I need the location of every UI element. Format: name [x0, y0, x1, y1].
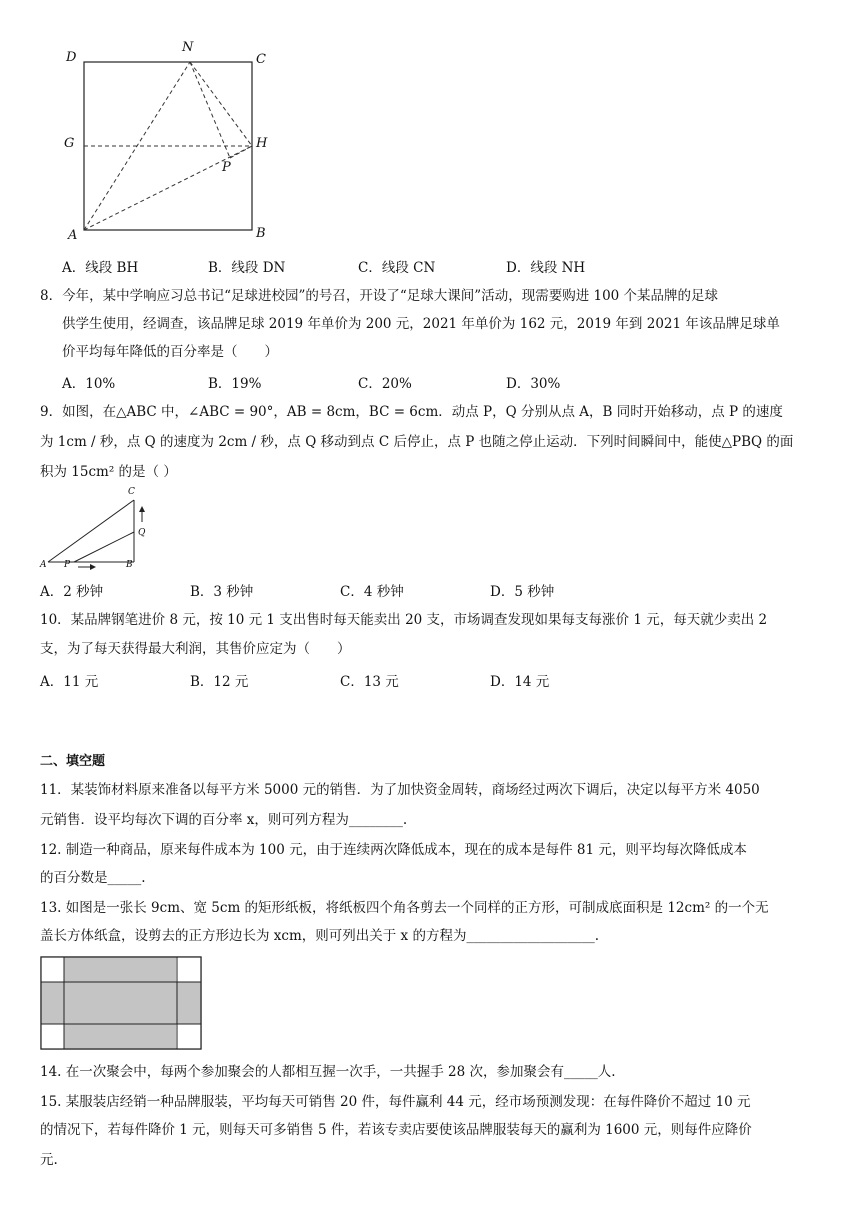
label-P: P	[222, 160, 231, 175]
q7-option-b[interactable]: B．线段 DN	[208, 260, 286, 276]
q9-option-c[interactable]: C．4 秒钟	[340, 584, 404, 600]
q7-option-c[interactable]: C．线段 CN	[358, 260, 436, 276]
label-C: C	[256, 52, 266, 67]
q14-line: 14. 在一次聚会中，每两个参加聚会的人都相互握一次手，一共握手 28 次，参加聚会有_____人.	[40, 1064, 616, 1080]
q15-line-2: 的情况下，若每件降价 1 元，则每天可多销售 5 件，若该专卖店要使该品牌服装每天的赢利为 1600 元，则每件应降价	[40, 1122, 752, 1138]
q7-option-a[interactable]: A．线段 BH	[62, 260, 139, 276]
q11-line-1: 11．某装饰材料原来准备以每平方米 5000 元的销售．为了加快资金周转，商场经过两次下调后，决定以每平方米 4050	[40, 782, 760, 798]
label-N: N	[182, 40, 194, 55]
q10-line-2: 支，为了每天获得最大利润，其售价应定为（ ）	[40, 641, 351, 657]
q8-option-d[interactable]: D．30%	[506, 376, 561, 392]
q8-line-3: 价平均每年降低的百分率是（ ）	[62, 344, 278, 360]
label-G: G	[64, 136, 75, 151]
q15-line-3: 元.	[40, 1152, 58, 1168]
tri-label-C: C	[128, 487, 135, 497]
label-A: A	[68, 228, 78, 243]
label-B: B	[256, 226, 266, 241]
tri-label-P: P	[64, 560, 71, 570]
q9-line-1: 9．如图，在△ABC 中，∠ABC = 90°，AB = 8cm，BC = 6cm．动点 P，Q 分别从点 A，B 同时开始移动，点 P 的速度	[40, 404, 783, 420]
q8-option-c[interactable]: C．20%	[358, 376, 412, 392]
q10-line-1: 10．某品牌钢笔进价 8 元，按 10 元 1 支出售时每天能卖出 20 支，市场调查发现如果每支每涨价 1 元，每天就少卖出 2	[40, 612, 768, 628]
tri-label-A: A	[40, 560, 47, 570]
tri-label-Q: Q	[138, 528, 146, 538]
q10-option-b[interactable]: B．12 元	[190, 674, 249, 690]
square-figure	[60, 40, 280, 250]
label-H: H	[256, 136, 268, 151]
q10-option-c[interactable]: C．13 元	[340, 674, 399, 690]
q12-line-2: 的百分数是_____.	[40, 870, 146, 886]
q10-option-d[interactable]: D．14 元	[490, 674, 550, 690]
q9-option-d[interactable]: D．5 秒钟	[490, 584, 555, 600]
q9-option-a[interactable]: A．2 秒钟	[40, 584, 104, 600]
tri-label-B: B	[126, 560, 133, 570]
q9-option-b[interactable]: B．3 秒钟	[190, 584, 254, 600]
q13-line-2: 盖长方体纸盒，设剪去的正方形边长为 xcm，则可列出关于 x 的方程为___________________.	[40, 928, 600, 944]
q9-line-3: 积为 15cm² 的是（ ）	[40, 464, 177, 480]
cardboard-figure	[40, 956, 204, 1052]
q8-line-1: 8．今年，某中学响应习总书记“足球进校园”的号召，开设了“足球大课间”活动，现需要购进 100 个某品牌的足球	[40, 288, 719, 304]
label-D: D	[66, 50, 77, 65]
q15-line-1: 15. 某服装店经销一种品牌服装，平均每天可销售 20 件，每件赢利 44 元，经市场预测发现：在每件降价不超过 10 元	[40, 1094, 751, 1110]
q12-line-1: 12. 制造一种商品，原来每件成本为 100 元，由于连续两次降低成本，现在的成本是每件 81 元，则平均每次降低成本	[40, 842, 747, 858]
section-heading: 二、填空题	[40, 754, 106, 769]
q13-line-1: 13. 如图是一张长 9cm、宽 5cm 的矩形纸板，将纸板四个角各剪去一个同样的正方形，可制成底面积是 12cm² 的一个无	[40, 900, 769, 916]
q10-option-a[interactable]: A．11 元	[40, 674, 99, 690]
q7-option-d[interactable]: D．线段 NH	[506, 260, 586, 276]
q11-line-2: 元销售．设平均每次下调的百分率 x，则可列方程为________.	[40, 812, 408, 828]
q8-option-b[interactable]: B．19%	[208, 376, 262, 392]
q9-line-2: 为 1cm / 秒，点 Q 的速度为 2cm / 秒，点 Q 移动到点 C 后停止，点 P 也随之停止运动．下列时间瞬间中，能使△PBQ 的面	[40, 434, 794, 450]
q8-option-a[interactable]: A．10%	[62, 376, 116, 392]
q8-line-2: 供学生使用，经调查，该品牌足球 2019 年单价为 200 元，2021 年单价为 162 元，2019 年到 2021 年该品牌足球单	[62, 316, 780, 332]
